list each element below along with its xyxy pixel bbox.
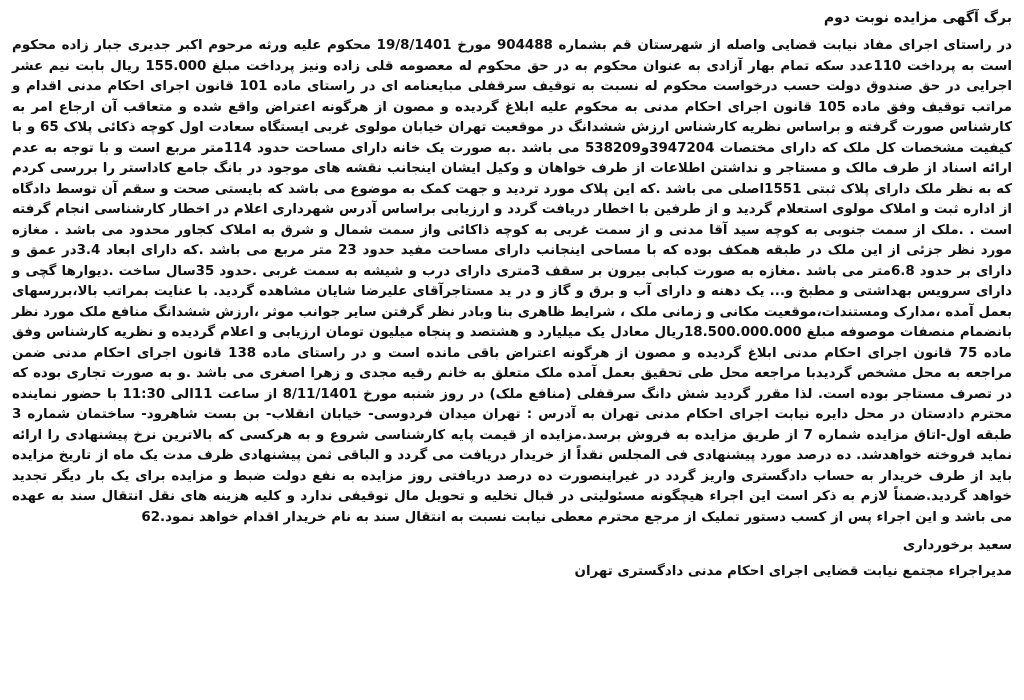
document-body: در راستای اجرای مفاد نیابت قضایی واصله از شهرستان قم بشماره 904488 مورخ 19/8/1401 محکوم علیه ورثه مرحوم اکبر جدیری جبار زاده محکوم است به پرداخت 110عدد سکه تمام بهار آزادی به عنوان محکوم به در حق محکوم له معصومه قلی زاده ونیز پرداخت مبلغ 155.000 ریال بابت نیم عشر اجرایی در حق صندوق دولت حسب درخواست محکوم له نسبت به توقیف سرقفلی مبایعنامه ای در راستای ماده 101 قانون اجرای احکام مدنی اقدام و مراتب توقیف وفق ماده 105 قانون اجرای احکام مدنی به محکوم علیه ابلاغ گردیده و مصون از هرگونه اعتراض واقع شده و متعاقب آن ارجاع امر به کارشناس صورت گرفته و براساس نظریه کارشناس ارزش ششدانگ در موقعیت تهران خیابان مولوی غربی ایستگاه سعادت اول کوچه ذکائی پلاک 65 و با کیفیت مشخصات کل ملک که دارای مختصات 3947204و538209 می باشد .به صورت یک خانه دارای مساحت حدود 114متر مربع است و با توجه به عدم ارائه اسناد از طرف مالک و مستاجر و نداشتن اطلاعات از طرف خواهان و وکیل ایشان اینجانب نقشه های موجود در بانگ جامع کاداستر را بررسی کردم که به نظر ملک دارای پلاک ثبتی 1551اصلی می باشد .که این پلاک مورد تردید و جهت کمک به موضوع می باشد که بایستی صحت و سقم آن توسط دادگاه از اداره ثبت و املاک مولوی استعلام گردید و از طرفین با اخطار دریافت گردد و ارزیابی براساس آدرس شهرداری اعلام در اخطار کارشناسی انجام گرفته است . .ملک از سمت جنوبی به کوچه سید آقا مدنی و از سمت غربی به کوچه ذاکائی واز سمت شمال و شرق به املاک کجاور محدود می باشد . مغازه مورد نظر جزئی از این ملک در طبقه همکف بوده که با مساحی اینجانب دارای مساحت مفید حدود 23 متر مربع می باشد .که دارای ابعاد 3.4در عمق و دارای بر حدود 6.8متر می باشد .مغازه به صورت کبابی بیرون بر سقف 3متری دارای درب و شیشه به سمت غربی .حدود 35سال ساخت .دیوارها گچی و دارای سرویس بهداشتی و مطبخ و... یک دهنه و دارای آب و برق و گاز و در ید مستاجرآقای علیرضا شایان مشاهده گردید. با عنایت بمراتب بالا،بررسهای بعمل آمده ،مدارک ومستندات،موقعیت مکانی و زمانی ملک ، شرایط ظاهری بنا وبادر نظر گرفتن سایر جوانب موثر ،ارزش ششدانگ منافع ملک مورد نظر بانضمام منصفات موصوفه مبلغ 18.500.000.000ریال معادل یک میلیارد و هشتصد و پنجاه میلیون تومان ارزیابی و اعلام گردیده و نظریه کارشناس وفق ماده 75 قانون اجرای احکام مدنی ابلاغ گردیده و مصون از هرگونه اعتراض باقی مانده است و در راستای ماده 138 قانون اجرای احکام مدنی ضمن مراجعه به محل مشخص گردیدبا مراجعه محل طی تحقیق بعمل آمده ملک متعلق به خانم رقیه مجدی و زهرا اصغری می باشد .و به صورت تجاری بوده که در تصرف مستاجر بوده است. لذا مقرر گردید شش دانگ سرقفلی (منافع ملک) در روز شنبه مورخ 8/11/1401 از ساعت 11الی 11:30 با حضور نماینده محترم دادستان در محل دایره نیابت اجرای احکام مدنی تهران به آدرس : تهران میدان فردوسی- خیابان انقلاب- بن بست شاهرود- ساختمان شماره 3 طبقه اول-اتاق مزایده شماره 7 از طریق مزایده به فروش برسد.مزایده از قیمت پایه کارشناسی شروع و به هرکسی که بالاترین نرخ پیشنهادی را ارائه نماید فروخته خواهدشد. ده درصد مورد پیشنهادی فی المجلس نقداً از خریدار دریافت می گردد و الباقی ثمن پیشنهادی ظرف مدت یک ماه از تاریخ مزایده باید از طرف خریدار به حساب دادگستری واریز گردد در غیراینصورت ده درصد دریافتی روز مزایده به نفع دولت ضبط و مزایده برای یک بار دیگر تجدید خواهد گردید.ضمناً لازم به ذکر است این اجراء هیچگونه مسئولیتی در قبال تخلیه و تحویل مال توقیفی ندارد و کلیه هزینه های نقل انتقال سند به عهده می باشد و این اجراء پس از کسب دستور تملیک از مرجع محترم معطی نیابت نسبت به انتقال سند به نام خریدار اقدام خواهد نمود.62: [12, 38, 1013, 525]
signature-name: سعید برخورداری: [902, 538, 1012, 553]
document-title: برگ آگهی مزایده نوبت دوم: [823, 10, 1012, 26]
signer-title: مدیراجراء مجتمع نیابت قضایی اجرای احکام مدنی دادگستری تهران: [574, 564, 1012, 579]
